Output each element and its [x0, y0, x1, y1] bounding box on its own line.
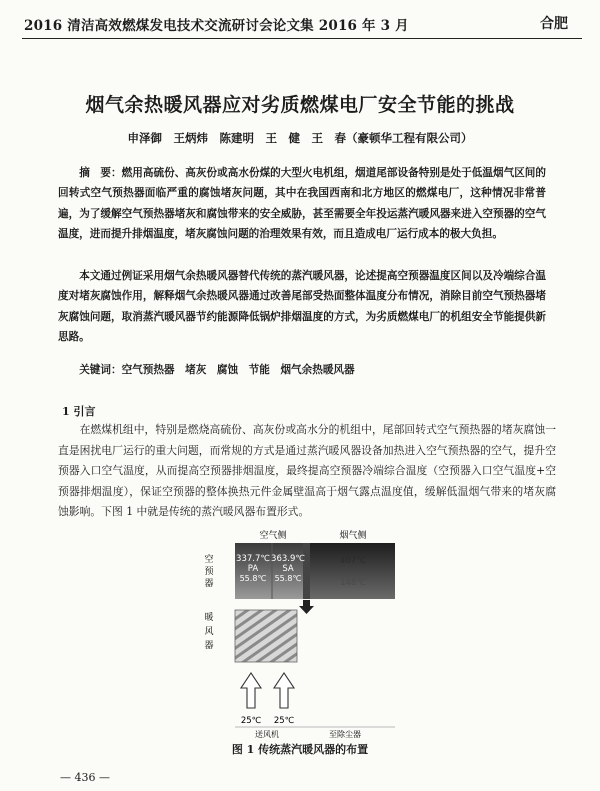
air-up-arrow-right	[274, 673, 294, 708]
inlet-temp-right: 25℃	[273, 716, 295, 726]
air-side-label: 空气侧	[259, 531, 287, 541]
header-location: 合肥	[540, 16, 568, 32]
pa-outlet-temp: 337.7℃	[236, 554, 270, 564]
precipitator-label: 至除尘器	[329, 730, 361, 739]
preheater-char-2: 预	[204, 567, 214, 577]
flue-outlet-temp: 148℃	[340, 578, 366, 588]
fan-label: 送风机	[255, 730, 279, 739]
heater-char-1: 暖	[204, 613, 214, 623]
pa-inlet-temp: 55.8℃	[239, 574, 267, 583]
flue-inlet-temp: 407℃	[340, 556, 366, 566]
author-list: 申泽御 王炳炜 陈建明 王 健 王 春（豪顿华工程有限公司）	[127, 131, 473, 145]
steam-heater-coil	[235, 610, 297, 662]
figure-1-diagram	[195, 528, 410, 740]
abstract-text-1: 燃用高硫份、高灰份或高水份煤的大型火电机组，烟道尾部设备特别是处于低温烟气区间的回转式空气预热器面临严重的腐蚀堵灰问题，其中在我国西南和北方地区的燃煤电厂，这种情况非常普遍，为了缓解空气预热器堵灰和腐蚀带来的安全威胁，甚至需要全年投运蒸汽暖风器来进入空预器的空气温度，进而提升排烟温度，堵灰腐蚀问题的治理效果有效，而且造成电厂运行成本的极大负担。	[58, 167, 547, 241]
inlet-temp-left: 25℃	[240, 716, 262, 726]
keywords-label: 关键词：	[79, 364, 122, 376]
sa-label: SA	[282, 564, 294, 574]
abstract-paragraph-2: 本文通过例证采用烟气余热暖风器替代传统的蒸汽暖风器，论述提高空预器温度区间以及冷端综合温度对堵灰腐蚀作用，解释烟气余热暖风器通过改善尾部受热面整体温度分布情况，消除目前空气预热器堵灰腐蚀问题，取消蒸汽暖风器节约能源降低锅炉排烟温度的方式，为劣质燃煤电厂的机组安全节能提供新思路。	[58, 270, 546, 344]
keywords-line	[58, 362, 355, 377]
keywords-text: 空气预热器 堵灰 腐蚀 节能 烟气余热暖风器	[121, 364, 355, 376]
heater-char-2: 风	[204, 627, 214, 637]
flue-down-arrow	[299, 600, 314, 614]
heater-char-3: 器	[204, 641, 214, 651]
pa-label: PA	[247, 564, 259, 574]
intro-paragraph: 在燃煤机组中，特别是燃烧高硫份、高灰份或高水分的机组中，尾部回转式空气预热器的堵灰腐蚀一直是困扰电厂运行的重大问题，而常规的方式是通过蒸汽暖风器设备加热进入空气预热器的空气，提升空预器入口空气温度，从而提高空预器排烟温度，最终提高空预器冷端综合温度（空预器入口空气温度+空预器排烟温度），保证空预器的整体换热元件金属壁温高于烟气露点温度值，缓解低温烟气带来的堵灰腐蚀影响。下图 1 中就是传统的蒸汽暖风器布置形式。	[58, 423, 556, 519]
journal-header: 2016 清洁高效燃煤发电技术交流研讨会论文集 2016 年 3 月	[24, 18, 409, 34]
preheater-char-3: 器	[204, 579, 214, 589]
header-divider	[22, 38, 582, 39]
sa-outlet-temp: 363.9℃	[271, 554, 305, 564]
preheater-flue-section	[310, 543, 395, 599]
preheater-char-1: 空	[204, 555, 214, 565]
sa-inlet-temp: 55.8℃	[274, 574, 302, 583]
flue-side-label: 烟气侧	[339, 531, 367, 541]
page-number: — 436 —	[60, 771, 110, 784]
figure-caption: 图 1 传统蒸汽暖风器的布置	[231, 743, 369, 756]
paper-title: 烟气余热暖风器应对劣质燃煤电厂安全节能的挑战	[85, 94, 515, 116]
abstract-paragraph-1	[58, 163, 546, 245]
air-up-arrow-left	[241, 673, 261, 708]
rotor-shaft	[303, 543, 310, 599]
section-heading: 1 引言	[62, 405, 96, 418]
abstract-label: 摘 要：	[79, 167, 122, 179]
